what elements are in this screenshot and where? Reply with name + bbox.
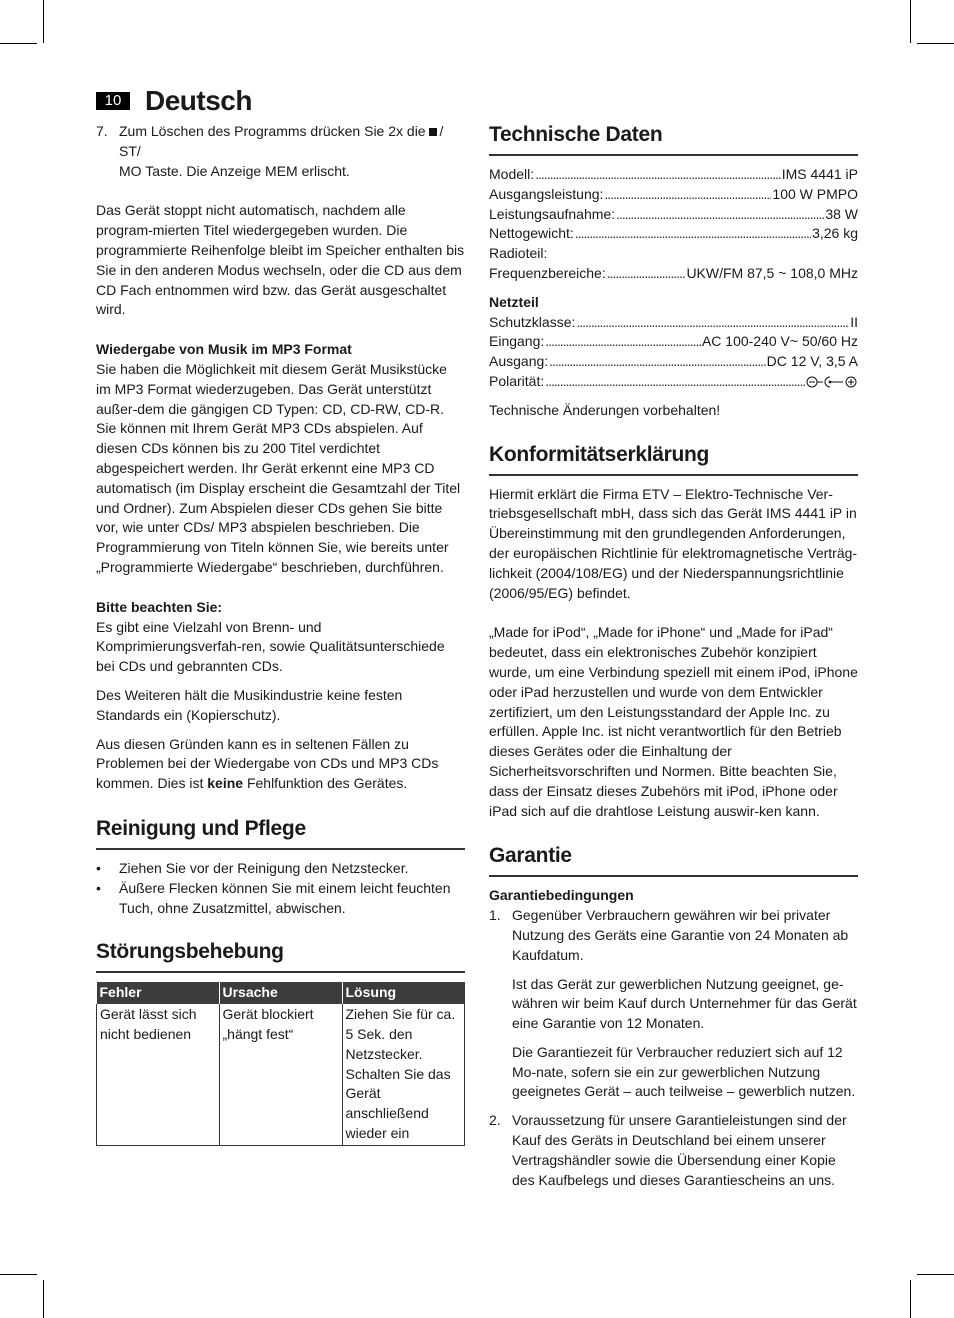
right-column [489,122,858,1190]
crop-mark-bottom-right-h [917,1274,954,1275]
conformity-paragraph-1: Hiermit erklärt die Firma ETV – Elektro-Technische Ver-triebsgesellschaft mbH, dass sich das Gerät IMS 4441 iP in Übereinstimmung mit den grundlegenden Anforderungen, der europäischen Richtlinie für elektromagnetische Verträg-lichkeit (2004/108/EG) und der Niederspannungsrichtlinie (2006/95/EG) befindet. [489,485,858,601]
list-item-1: 1. Gegenüber Verbrauchern gewähren wir bei privater Nutzung des Geräts eine Garantie von 24 Monaten ab Kaufdatum. [489,906,858,965]
netzteil-heading: Netzteil [489,293,539,310]
spec-row: Ausgang: ..... DC 12 V, 3,5 A [489,352,858,372]
table-cell: Gerät blockiert „hängt fest“ [219,1004,342,1145]
conformity-heading: Konformitätserklärung [489,442,858,476]
tech-note: Technische Änderungen vorbehalten! [489,401,721,418]
crop-mark-bottom-left-h [0,1274,37,1275]
tech-data-heading: Technische Daten [489,122,858,156]
spec-row: Eingang: ..... AC 100-240 V~ 50/60 Hz [489,332,858,352]
mp3-paragraph-1: Sie haben die Möglichkeit mit diesem Gerät Musikstücke im MP3 Format wiederzugeben. Das Gerät unterstützt außer-dem die gängigen CD Typen: CD, CD-RW, CD-R. [96,360,447,417]
page-title: Deutsch [145,85,252,116]
warranty-heading: Garantie [489,843,858,877]
emphasis-keine: keine [207,775,244,792]
item7-text: Zum Löschen des Programms drücken Sie 2x die [119,123,430,139]
bullet-icon: • [96,859,101,876]
crop-mark-top-left-h [0,43,37,44]
spec-row: Polarität: ..... [489,372,858,392]
crop-mark-top-right-h [917,43,954,44]
crop-mark-bottom-right-v [910,1280,911,1318]
list-number: 7. [96,123,108,139]
note-heading: Bitte beachten Sie: [96,598,223,615]
list-item-2: 2. Voraussetzung für unsere Garantieleistungen sind der Kauf des Geräts in Deutschland bei einem unserer Vertragshändler sowie die Übersendung einer Kopie des Kaufbelegs und dieses Garantiescheins an uns. [489,1111,858,1190]
spec-row: Schutzklasse: ..... II [489,313,858,333]
mp3-heading: Wiedergabe von Musik im MP3 Format [96,341,352,358]
note-paragraph-1: Es gibt eine Vielzahl von Brenn- und Komprimierungsverfah-ren, sowie Qualitätsunterschiede bei CDs und gebrannten CDs. [96,618,445,675]
spec-row: Modell: ..... IMS 4441 iP [489,165,858,185]
spec-row: Frequenzbereiche: ..... UKW/FM 87,5 ~ 108,0 MHz [489,264,858,284]
warranty-paragraph: Ist das Gerät zur gewerblichen Nutzung geeignet, ge-währen wir beim Kauf durch Unternehmer für das Gerät eine Garantie von 12 Monaten. [512,975,857,1032]
paragraph-auto-stop: Das Gerät stoppt nicht automatisch, nachdem alle program-mierten Titel wiedergegeben wurden. Die programmierte Reihenfolge bleibt im Speicher enthalten bis Sie in den anderen Modus wechseln, oder die CD aus dem CD Fach entnommen wird bzw. das Gerät ausgeschaltet wird. [96,202,465,318]
table-header: Fehler [97,982,220,1004]
warranty-paragraph: Die Garantiezeit für Verbraucher reduziert sich auf 12 Mo-nate, sofern sie ein zur gewerblichen Nutzung geeignetes Gerät – auch teilweise – gewerblich nutzen. [512,1043,856,1100]
stop-icon [429,128,437,136]
page-number: 10 [96,92,130,110]
warranty-subheading: Garantiebedingungen [489,887,634,904]
spec-row: Leistungsaufnahme: ..... 38 W [489,205,858,225]
table-cell: Gerät lässt sich nicht bedienen [97,1004,220,1145]
item7-text-b: / ST/ [119,123,444,159]
table-header: Ursache [219,982,342,1004]
crop-mark-top-right-v [910,0,911,43]
mp3-paragraph-2: Sie können mit Ihrem Gerät MP3 CDs abspielen. Auf diesen CDs können bis zu 200 Titel verdichtet abgespeichert werden. Ihr Gerät erkennt eine MP3 CD automatisch (im Display erscheint die Gesamtzahl der Titel und Ordner). Zum Abspielen dieser CDs gehen Sie bitte vor, wie unter CDs/ MP3 abspielen beschrieben. Die Programmierung von Titeln können Sie, wie bereits unter „Programmierte Wiedergabe“ beschrieben, durchführen. [96,420,461,575]
list-number: 2. [489,1112,501,1129]
cleaning-heading: Reinigung und Pflege [96,816,465,850]
troubleshooting-table [96,982,465,1146]
table-cell: Ziehen Sie für ca. 5 Sek. den Netzstecker. Schalten Sie das Gerät anschließend wieder ein [342,1004,465,1145]
spec-row: Ausgangsleistung: ..... 100 W PMPO [489,185,858,205]
table-row [97,1004,465,1145]
troubleshooting-heading: Störungsbehebung [96,939,465,973]
note-paragraph-2: Des Weiteren hält die Musikindustrie keine festen Standards ein (Kopierschutz). [96,686,403,723]
note-paragraph-3: Aus diesen Gründen kann es in seltenen Fällen zu Problemen bei der Wiedergabe von CDs und MP3 CDs kommen. Dies ist keine Fehlfunktion des Gerätes. [96,735,439,792]
left-column [96,122,465,1146]
list-number: 1. [489,907,501,924]
bullet-icon: • [96,879,101,896]
polarity-icon [806,372,858,392]
crop-mark-top-left-v [43,0,44,43]
bullet-item: • Ziehen Sie vor der Reinigung den Netzstecker. [96,859,465,879]
crop-mark-bottom-left-v [43,1280,44,1318]
spec-row: Nettogewicht: ..... 3,26 kg [489,224,858,244]
bullet-item: • Äußere Flecken können Sie mit einem leicht feuchten Tuch, ohne Zusatzmittel, abwischen. [96,879,465,919]
item7-text-c: MO Taste. Die Anzeige MEM erlischt. [119,162,350,179]
radio-label: Radioteil: [489,245,548,262]
table-header: Lösung [342,982,465,1004]
list-item-7 [96,122,465,181]
conformity-paragraph-2: „Made for iPod“, „Made for iPhone“ und „Made for iPad“ bedeutet, dass ein elektronisches Zubehör konzipiert wurde, um eine Verbindung speziell mit einem iPod, iPhone oder iPad herzustellen und wurde von dem Entwickler zertifiziert, um den Leistungsstandard der Apple Inc. zu erfüllen. Apple Inc. ist nicht verantwortlich für den Betrieb dieses Gerätes oder die Einhaltung der Sicherheitsvorschriften und Normen. Bitte beachten Sie, dass der Einsatz dieses Zubehörs mit iPod, iPhone oder iPad sich auf die drahtlose Leistung auswir-ken kann. [489,624,858,819]
